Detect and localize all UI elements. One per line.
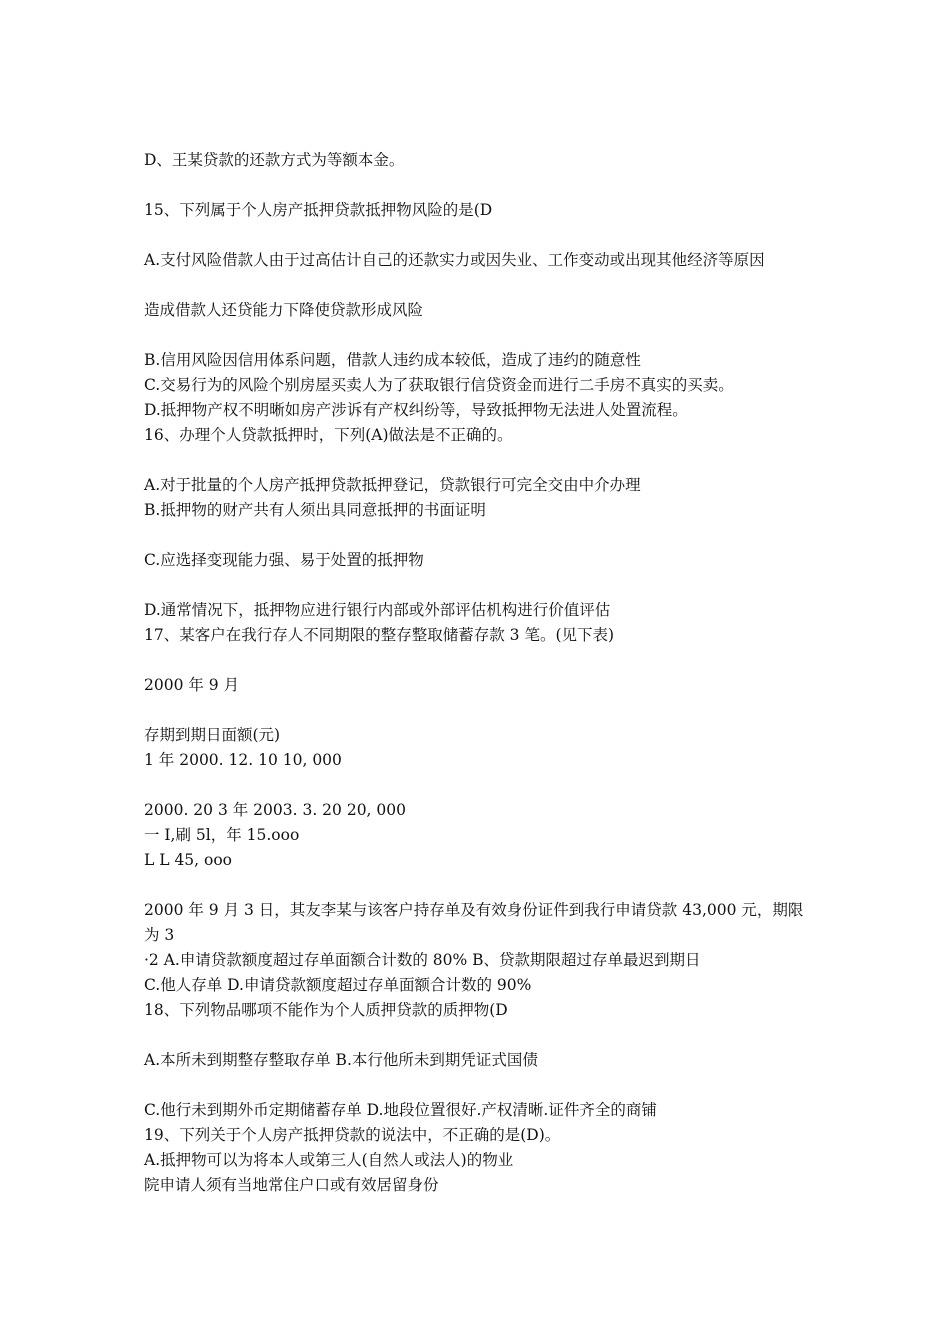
question-18: 18、下列物品哪项不能作为个人质押贷款的质押物(D (144, 1001, 508, 1019)
line-gap (144, 1023, 814, 1048)
text-line: L L 45, ooo (144, 851, 233, 869)
text-line: B.抵押物的财产共有人须出具同意抵押的书面证明 (144, 501, 486, 519)
text-line: D、王某贷款的还款方式为等额本金。 (144, 151, 405, 169)
question-15: 15、下列属于个人房产抵押贷款抵押物风险的是(D (144, 201, 493, 219)
question-19: 19、下列关于个人房产抵押贷款的说法中，不正确的是(D)。 (144, 1126, 561, 1144)
line-gap (144, 273, 814, 298)
text-line: 院申请人须有当地常住户口或有效居留身份 (144, 1176, 439, 1194)
text-line: 造成借款人还贷能力下降使贷款形成风险 (144, 301, 424, 319)
text-line: C.交易行为的风险个别房屋买卖人为了获取银行信贷资金而进行二手房不真实的买卖。 (144, 376, 734, 394)
text-line: 存期到期日面额(元) (144, 726, 281, 744)
text-line: A.对于批量的个人房产抵押贷款抵押登记，贷款银行可完全交由中介办理 (144, 476, 641, 494)
line-gap (144, 323, 814, 348)
text-line: D.通常情况下，抵押物应进行银行内部或外部评估机构进行价值评估 (144, 601, 611, 619)
line-gap (144, 698, 814, 723)
text-line: 2000 年 9 月 (144, 676, 240, 694)
text-line: ·2 A.申请贷款额度超过存单面额合计数的 80% B、贷款期限超过存单最迟到期日 (144, 951, 701, 969)
text-line: A.支付风险借款人由于过高估计自己的还款实力或因失业、工作变动或出现其他经济等原因 (144, 251, 765, 269)
line-gap (144, 873, 814, 898)
text-line: C.应选择变现能力强、易于处置的抵押物 (144, 551, 424, 569)
line-gap (144, 1073, 814, 1098)
text-line: 2000 年 9 月 3 日，其友李某与该客户持存单及有效身份证件到我行申请贷款 43,000 元，期限为 3 (144, 901, 804, 944)
line-gap (144, 448, 814, 473)
text-line: C.他人存单 D.申请贷款额度超过存单面额合计数的 90% (144, 976, 532, 994)
line-gap (144, 223, 814, 248)
question-16: 16、办理个人贷款抵押时，下列(A)做法是不正确的。 (144, 426, 513, 444)
line-gap (144, 573, 814, 598)
text-line: 2000. 20 3 年 2003. 3. 20 20, 000 (144, 801, 406, 819)
text-line: B.信用风险因信用体系问题，借款人违约成本较低，造成了违约的随意性 (144, 351, 641, 369)
question-17: 17、某客户在我行存人不同期限的整存整取储蓄存款 3 笔。(见下表) (144, 626, 615, 644)
text-line: 1 年 2000. 12. 10 10, 000 (144, 751, 342, 769)
text-line: D.抵押物产权不明晰如房产涉诉有产权纠纷等，导致抵押物无法进人处置流程。 (144, 401, 688, 419)
text-line: A.抵押物可以为将本人或第三人(自然人或法人)的物业 (144, 1151, 514, 1169)
text-line: C.他行未到期外币定期储蓄存单 D.地段位置很好.产权清晰.证件齐全的商铺 (144, 1101, 657, 1119)
text-line: 一 I,刷 5l，年 15.ooo (144, 826, 300, 844)
text-line: A.本所未到期整存整取存单 B.本行他所未到期凭证式国债 (144, 1051, 538, 1069)
line-gap (144, 773, 814, 798)
line-gap (144, 523, 814, 548)
document-body (144, 148, 814, 1198)
line-gap (144, 648, 814, 673)
line-gap (144, 173, 814, 198)
